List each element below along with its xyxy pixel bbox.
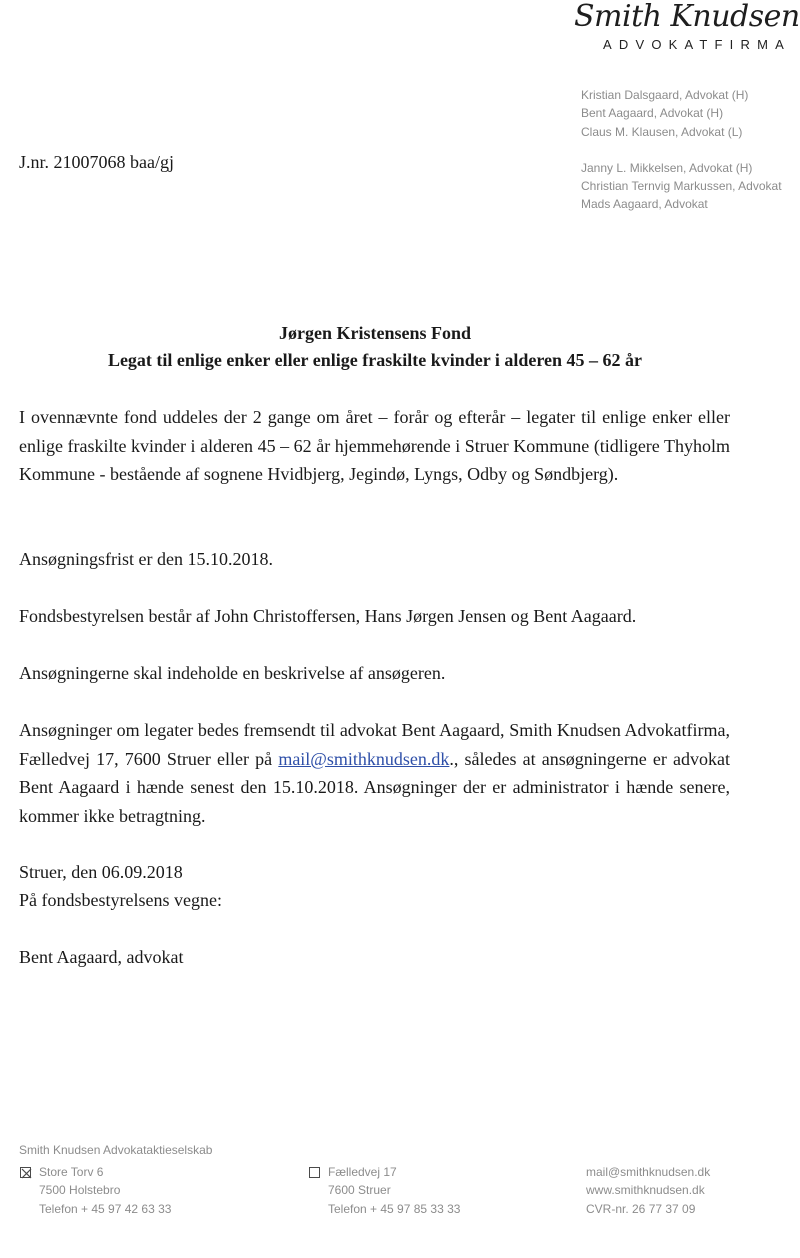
- partner-list: [581, 86, 782, 214]
- email-link[interactable]: mail@smithknudsen.dk: [278, 748, 450, 769]
- board-paragraph: Fondsbestyrelsen består af John Christoffersen, Hans Jørgen Jensen og Bent Aagaard.: [19, 606, 637, 626]
- office-city: 7600 Struer: [328, 1183, 391, 1198]
- partner-group-1: [581, 86, 782, 141]
- document-subtitle: Legat til enlige enker eller enlige fraskilte kvinder i alderen 45 – 62 år: [107, 350, 643, 370]
- checkbox-cross-icon: [21, 1168, 32, 1179]
- partner-name: Kristian Dalsgaard, Advokat (H): [581, 88, 749, 102]
- partner-name: Christian Ternvig Markussen, Advokat: [581, 179, 782, 194]
- journal-number: J.nr. 21007068 baa/gj: [19, 152, 174, 172]
- logo-name: Smith Knudsen: [574, 0, 800, 34]
- office-phone: Telefon + 45 97 42 63 33: [39, 1201, 172, 1216]
- footer-company: Smith Knudsen Advokataktieselskab: [19, 1143, 213, 1157]
- partner-name: Janny L. Mikkelsen, Advokat (H): [581, 160, 753, 175]
- submission-text-continued: ., således at ansøgningerne er advokat Bent Aagaard i hænde senest den 15.10.2018. Ansøgninger der er administrator i hænde senere, kommer ikke betragtning.: [19, 748, 731, 827]
- office-struer-checkbox-empty-icon: [309, 1167, 320, 1178]
- partner-group-2: [581, 159, 782, 214]
- office-holstebro-checkbox-checked-icon: [20, 1167, 31, 1178]
- signature: Bent Aagaard, advokat: [19, 947, 184, 967]
- document-title: Jørgen Kristensens Fond: [278, 323, 471, 343]
- partner-name: Bent Aagaard, Advokat (H): [581, 106, 724, 121]
- office-city: 7500 Holstebro: [39, 1183, 121, 1198]
- office-street: Store Torv 6: [39, 1165, 104, 1179]
- footer-contact: [586, 1163, 710, 1218]
- company-logo: [574, 0, 800, 52]
- submission-text: Ansøgninger om legater bedes fremsendt til advokat Bent Aagaard, Smith Knudsen Advokatfirma, Fælledvej 17, 7600 Struer eller på: [19, 720, 730, 769]
- intro-paragraph: I ovennævnte fond uddeles der 2 gange om året – forår og efterår – legater til enlige enker eller enlige fraskilte kvinder i alderen 45 – 62 år hjemmehørende i Struer Kommune (tidligere Thyholm Kommune - bestående af sognene Hvidbjerg, Jegindø, Lyngs, Odby og Søndbjerg).: [19, 407, 730, 485]
- deadline-paragraph: Ansøgningsfrist er den 15.10.2018.: [19, 549, 273, 569]
- partner-name: Mads Aagaard, Advokat: [581, 197, 708, 212]
- office-street: Fælledvej 17: [328, 1165, 397, 1179]
- submission-paragraph: [19, 716, 730, 831]
- footer-email: mail@smithknudsen.dk: [586, 1165, 711, 1179]
- place-date: Struer, den 06.09.2018: [19, 862, 183, 882]
- footer-cvr: CVR-nr. 26 77 37 09: [586, 1201, 696, 1216]
- requirements-paragraph: Ansøgningerne skal indeholde en beskrivelse af ansøgeren.: [19, 663, 446, 683]
- on-behalf-line: På fondsbestyrelsens vegne:: [19, 890, 222, 910]
- partner-name: Claus M. Klausen, Advokat (L): [581, 124, 743, 139]
- footer-office-holstebro: [39, 1163, 171, 1218]
- footer-website: www.smithknudsen.dk: [586, 1183, 705, 1198]
- logo-subtitle: ADVOKATFIRMA: [602, 37, 791, 52]
- footer-office-struer: [328, 1163, 460, 1218]
- office-phone: Telefon + 45 97 85 33 33: [328, 1201, 461, 1216]
